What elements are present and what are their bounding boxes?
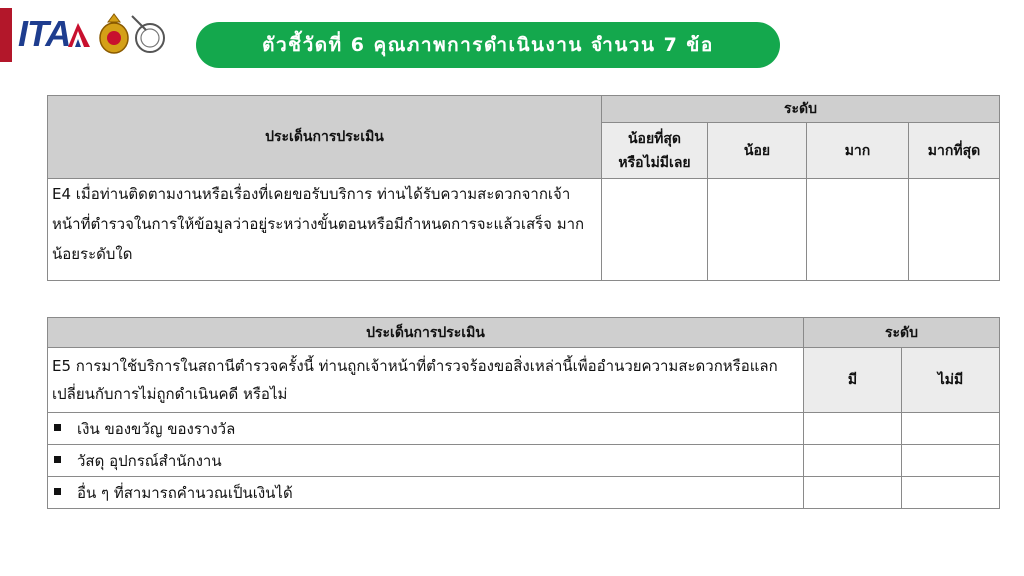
answer-cell-yes[interactable] bbox=[804, 477, 902, 509]
answer-cell-no[interactable] bbox=[902, 477, 1000, 509]
item-label: เงิน ของขวัญ ของรางวัล bbox=[77, 419, 236, 438]
answer-cell-no[interactable] bbox=[902, 413, 1000, 445]
bullet-icon bbox=[54, 488, 61, 495]
agency-seal-icon bbox=[128, 12, 168, 56]
level-header: ระดับ bbox=[804, 318, 1000, 348]
page-title: ตัวชี้วัดที่ 6 คุณภาพการดำเนินงาน จำนวน 7 ข้อ bbox=[196, 22, 780, 68]
bullet-icon bbox=[54, 424, 61, 431]
question-e5: E5 การมาใช้บริการในสถานีตำรวจครั้งนี้ ท่านถูกเจ้าหน้าที่ตำรวจร้องขอสิ่งเหล่านี้เพื่ออำนวยความสะดวกหรือแลกเปลี่ยนกับการไม่ถูกดำเนินคดี หรือไม่ bbox=[48, 348, 804, 413]
assessment-table-e4 bbox=[47, 95, 1000, 281]
bullet-icon bbox=[54, 456, 61, 463]
criteria-header: ประเด็นการประเมิน bbox=[48, 96, 602, 179]
ita-logo bbox=[18, 14, 90, 54]
list-item bbox=[48, 477, 804, 509]
assessment-table-e5 bbox=[47, 317, 1000, 509]
answer-cell-most[interactable] bbox=[909, 179, 1000, 281]
list-item bbox=[48, 413, 804, 445]
answer-cell-low[interactable] bbox=[708, 179, 807, 281]
level-least bbox=[602, 123, 708, 179]
criteria-header: ประเด็นการประเมิน bbox=[48, 318, 804, 348]
level-low: น้อย bbox=[708, 123, 807, 179]
level-least-label: น้อยที่สุด หรือไม่มีเลย bbox=[618, 130, 691, 171]
answer-cell-no[interactable] bbox=[902, 445, 1000, 477]
question-e4: E4 เมื่อท่านติดตามงานหรือเรื่องที่เคยขอรับบริการ ท่านได้รับความสะดวกจากเจ้าหน้าที่ตำรวจในการให้ข้อมูลว่าอยู่ระหว่างขั้นตอนหรือมีกำหนดการจะแล้วเสร็จ มากน้อยระดับใด bbox=[48, 179, 602, 281]
option-no: ไม่มี bbox=[902, 348, 1000, 413]
level-header: ระดับ bbox=[602, 96, 1000, 123]
ita-logo-text: ITA bbox=[18, 13, 71, 54]
thai-flag-icon bbox=[68, 21, 90, 47]
header-accent-strip bbox=[0, 8, 12, 62]
option-yes: มี bbox=[804, 348, 902, 413]
answer-cell-yes[interactable] bbox=[804, 445, 902, 477]
answer-cell-least[interactable] bbox=[602, 179, 708, 281]
level-high: มาก bbox=[807, 123, 909, 179]
level-most: มากที่สุด bbox=[909, 123, 1000, 179]
answer-cell-high[interactable] bbox=[807, 179, 909, 281]
item-label: วัสดุ อุปกรณ์สำนักงาน bbox=[77, 451, 222, 470]
list-item bbox=[48, 445, 804, 477]
item-label: อื่น ๆ ที่สามารถคำนวณเป็นเงินได้ bbox=[77, 483, 293, 502]
answer-cell-yes[interactable] bbox=[804, 413, 902, 445]
